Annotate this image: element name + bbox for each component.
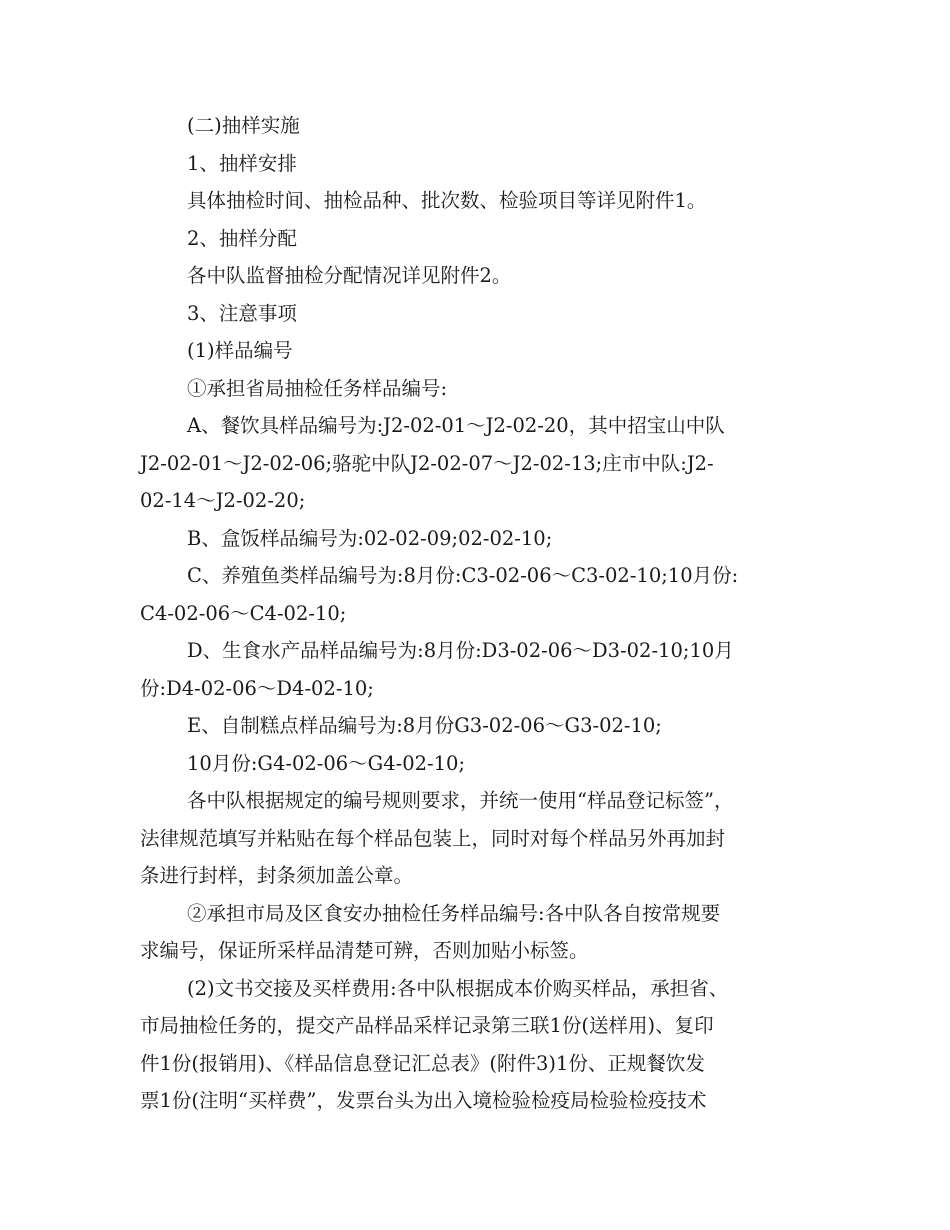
text-line: 法律规范填写并粘贴在每个样品包装上，同时对每个样品另外再加封 xyxy=(140,826,726,850)
text-line: (2)文书交接及买样费用:各中队根据成本价购买样品，承担省、 xyxy=(187,976,729,1000)
text-line: 10月份:G4-02-06～G4-02-10; xyxy=(187,751,466,775)
text-line: 各中队监督抽检分配情况详见附件2。 xyxy=(187,264,512,287)
text-line: 具体抽检时间、抽检品种、批次数、检验项目等详见附件1。 xyxy=(187,189,707,212)
text-line: C、养殖鱼类样品编号为:8月份:C3-02-06～C3-02-10;10月份: xyxy=(187,564,739,587)
text-line: ①承担省局抽检任务样品编号: xyxy=(187,376,448,400)
text-line: A、餐饮具样品编号为:J2-02-01～J2-02-20，其中招宝山中队 xyxy=(187,414,725,437)
text-line: B、盒饭样品编号为:02-02-09;02-02-10; xyxy=(187,526,553,550)
text-line: 求编号，保证所采样品清楚可辨，否则加贴小标签。 xyxy=(140,939,589,962)
text-line: C4-02-06～C4-02-10; xyxy=(140,601,347,625)
text-line: 3、注意事项 xyxy=(187,301,297,325)
text-line: 份:D4-02-06～D4-02-10; xyxy=(140,676,374,700)
text-line: J2-02-01～J2-02-06;骆驼中队J2-02-07～J2-02-13;庄市中队:J2- xyxy=(140,451,714,475)
text-line: (二)抽样实施 xyxy=(187,114,300,137)
text-line: D、生食水产品样品编号为:8月份:D3-02-06～D3-02-10;10月 xyxy=(187,639,734,662)
text-line: 条进行封样，封条须加盖公章。 xyxy=(140,864,414,887)
text-line: 2、抽样分配 xyxy=(187,226,297,250)
text-line: ②承担市局及区食安办抽检任务样品编号:各中队各自按常规要 xyxy=(187,901,721,925)
text-line: 02-14～J2-02-20; xyxy=(140,489,306,512)
text-line: 1、抽样安排 xyxy=(187,151,297,175)
text-line: 件1份(报销用)、《样品信息登记汇总表》(附件3)1份、正规餐饮发 xyxy=(140,1051,705,1075)
text-line: 各中队根据规定的编号规则要求，并统一使用“样品登记标签”， xyxy=(187,789,734,812)
text-line: 票1份(注明“买样费”，发票台头为出入境检验检疫局检验检疫技术 xyxy=(140,1089,707,1112)
text-line: E、自制糕点样品编号为:8月份G3-02-06～G3-02-10; xyxy=(187,714,662,737)
text-line: 市局抽检任务的，提交产品样品采样记录第三联1份(送样用)、复印 xyxy=(140,1014,714,1037)
text-line: (1)样品编号 xyxy=(187,339,293,362)
document-body xyxy=(140,107,804,1120)
